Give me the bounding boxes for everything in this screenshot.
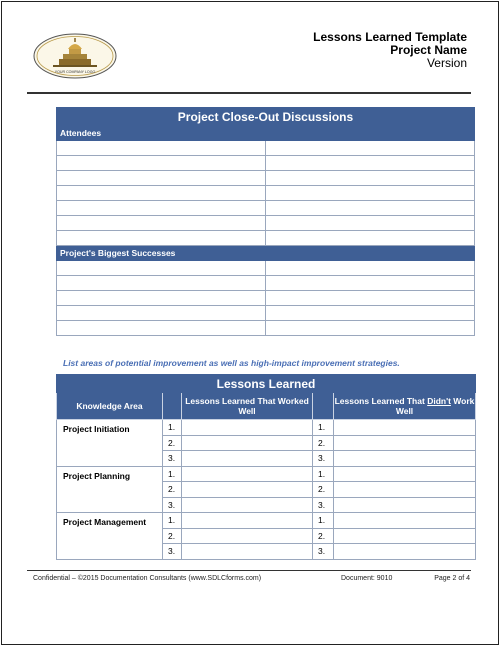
attendee-row bbox=[57, 171, 475, 186]
attendee-cell[interactable] bbox=[57, 156, 266, 171]
success-cell[interactable] bbox=[57, 276, 266, 291]
worked-cell[interactable] bbox=[182, 482, 313, 498]
attendee-cell[interactable] bbox=[57, 216, 266, 231]
attendee-row bbox=[57, 231, 475, 246]
row-number: 1. bbox=[163, 513, 182, 529]
didnt-cell[interactable] bbox=[334, 482, 476, 498]
area-initiation: Project Initiation bbox=[57, 420, 163, 467]
didnt-cell[interactable] bbox=[334, 451, 476, 467]
success-cell[interactable] bbox=[266, 321, 475, 336]
success-cell[interactable] bbox=[266, 306, 475, 321]
row-number: 3. bbox=[163, 451, 182, 467]
success-cell[interactable] bbox=[266, 276, 475, 291]
col-didnt-underlined: Didn't bbox=[427, 396, 451, 406]
row-number: 2. bbox=[163, 435, 182, 451]
success-cell[interactable] bbox=[266, 261, 475, 276]
footer-page-number: Page 2 of 4 bbox=[434, 575, 470, 582]
footer-document-number: Document: 9010 bbox=[341, 575, 393, 582]
attendee-row bbox=[57, 216, 475, 231]
col-worked-well: Lessons Learned That Worked Well bbox=[182, 393, 313, 420]
col-number-blank bbox=[163, 393, 182, 420]
attendee-cell[interactable] bbox=[266, 201, 475, 216]
row-number: 3. bbox=[313, 497, 334, 513]
row-number: 1. bbox=[163, 466, 182, 482]
attendee-row bbox=[57, 141, 475, 156]
didnt-cell[interactable] bbox=[334, 513, 476, 529]
area-planning: Project Planning bbox=[57, 466, 163, 513]
success-cell[interactable] bbox=[57, 291, 266, 306]
document-version: Version bbox=[426, 56, 467, 70]
successes-label: Project's Biggest Successes bbox=[57, 246, 475, 261]
didnt-cell[interactable] bbox=[334, 435, 476, 451]
worked-cell[interactable] bbox=[182, 544, 313, 560]
row-number: 1. bbox=[313, 466, 334, 482]
document-title: Lessons Learned Template bbox=[313, 30, 467, 44]
success-cell[interactable] bbox=[266, 291, 475, 306]
table-row bbox=[57, 420, 476, 436]
didnt-cell[interactable] bbox=[334, 528, 476, 544]
success-row bbox=[57, 276, 475, 291]
project-name: Project Name bbox=[390, 43, 467, 57]
improvement-note: List areas of potential improvement as well as high-impact improvement strategies. bbox=[63, 358, 400, 368]
area-management: Project Management bbox=[57, 513, 163, 560]
attendee-row bbox=[57, 186, 475, 201]
document-header bbox=[313, 31, 467, 70]
header-divider bbox=[27, 92, 471, 94]
row-number: 2. bbox=[313, 482, 334, 498]
attendee-cell[interactable] bbox=[266, 216, 475, 231]
success-cell[interactable] bbox=[57, 261, 266, 276]
attendee-cell[interactable] bbox=[266, 171, 475, 186]
worked-cell[interactable] bbox=[182, 451, 313, 467]
svg-text:YOUR COMPANY LOGO: YOUR COMPANY LOGO bbox=[54, 70, 96, 74]
success-cell[interactable] bbox=[57, 321, 266, 336]
success-row bbox=[57, 306, 475, 321]
attendee-cell[interactable] bbox=[57, 231, 266, 246]
success-row bbox=[57, 291, 475, 306]
lessons-title: Lessons Learned bbox=[57, 375, 476, 393]
attendee-cell[interactable] bbox=[266, 141, 475, 156]
attendee-cell[interactable] bbox=[57, 171, 266, 186]
attendee-cell[interactable] bbox=[57, 201, 266, 216]
worked-cell[interactable] bbox=[182, 513, 313, 529]
worked-cell[interactable] bbox=[182, 435, 313, 451]
success-row bbox=[57, 321, 475, 336]
col-number-blank bbox=[313, 393, 334, 420]
row-number: 2. bbox=[163, 482, 182, 498]
didnt-cell[interactable] bbox=[334, 420, 476, 436]
closeout-title: Project Close-Out Discussions bbox=[57, 108, 475, 126]
didnt-cell[interactable] bbox=[334, 544, 476, 560]
didnt-cell[interactable] bbox=[334, 497, 476, 513]
col-didnt-suffix: Work Well bbox=[395, 396, 475, 416]
footer-divider bbox=[27, 570, 471, 571]
row-number: 3. bbox=[313, 544, 334, 560]
lessons-table bbox=[56, 374, 476, 560]
row-number: 2. bbox=[163, 528, 182, 544]
row-number: 1. bbox=[313, 513, 334, 529]
company-logo bbox=[33, 33, 117, 79]
success-row bbox=[57, 261, 475, 276]
attendees-label: Attendees bbox=[57, 126, 475, 141]
row-number: 3. bbox=[163, 544, 182, 560]
worked-cell[interactable] bbox=[182, 497, 313, 513]
attendee-cell[interactable] bbox=[266, 231, 475, 246]
row-number: 2. bbox=[313, 528, 334, 544]
success-cell[interactable] bbox=[57, 306, 266, 321]
row-number: 1. bbox=[313, 420, 334, 436]
worked-cell[interactable] bbox=[182, 528, 313, 544]
attendee-cell[interactable] bbox=[266, 186, 475, 201]
row-number: 3. bbox=[163, 497, 182, 513]
worked-cell[interactable] bbox=[182, 420, 313, 436]
row-number: 3. bbox=[313, 451, 334, 467]
row-number: 2. bbox=[313, 435, 334, 451]
attendee-row bbox=[57, 201, 475, 216]
row-number: 1. bbox=[163, 420, 182, 436]
attendee-cell[interactable] bbox=[57, 141, 266, 156]
col-knowledge-area: Knowledge Area bbox=[57, 393, 163, 420]
worked-cell[interactable] bbox=[182, 466, 313, 482]
closeout-table bbox=[56, 107, 475, 336]
col-didnt-work-well bbox=[334, 393, 476, 420]
footer-confidential: Confidential – ©2015 Documentation Consultants (www.SDLCforms.com) bbox=[33, 575, 262, 582]
attendee-cell[interactable] bbox=[266, 156, 475, 171]
attendee-row bbox=[57, 156, 475, 171]
didnt-cell[interactable] bbox=[334, 466, 476, 482]
table-row bbox=[57, 466, 476, 482]
table-row bbox=[57, 513, 476, 529]
attendee-cell[interactable] bbox=[57, 186, 266, 201]
col-didnt-prefix: Lessons Learned That bbox=[334, 396, 428, 406]
